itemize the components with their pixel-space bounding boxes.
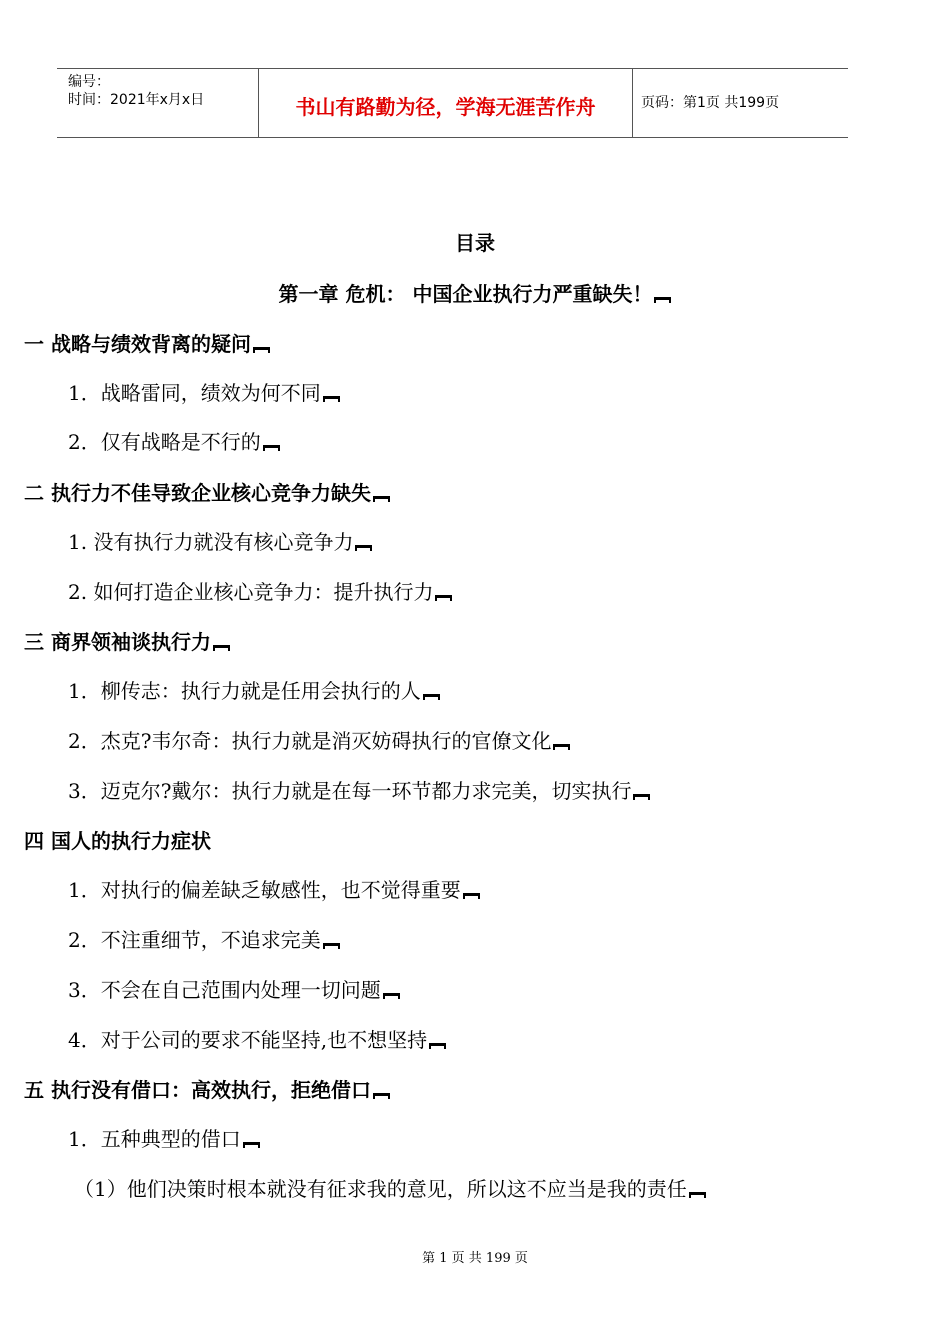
toc-item-text: 2．不注重细节，不追求完美 xyxy=(68,928,321,952)
toc-item[interactable] xyxy=(68,1126,260,1152)
toc-section-text: 四 国人的执行力症状 xyxy=(24,829,211,853)
toc-section-text: 三 商界领袖谈执行力 xyxy=(24,630,211,654)
time-label: 时间：2021年x月x日 xyxy=(68,92,205,108)
toc-item-text: 1．对执行的偏差缺乏敏感性，也不觉得重要 xyxy=(68,878,461,902)
toc-section-text: 二 执行力不佳导致企业核心竞争力缺失 xyxy=(24,481,371,505)
toc-link-marker-icon xyxy=(463,893,480,899)
toc-item[interactable] xyxy=(68,380,340,406)
toc-item[interactable] xyxy=(68,927,340,953)
toc-item[interactable] xyxy=(68,1027,446,1053)
number-label: 编号： xyxy=(68,74,110,90)
motto-text: 书山有路勤为径，学海无涯苦作舟 xyxy=(295,95,596,119)
toc-item-text: 2. 如何打造企业核心竞争力：提升执行力 xyxy=(68,580,434,604)
toc-link-marker-icon xyxy=(373,496,390,502)
toc-section-heading[interactable] xyxy=(24,629,230,655)
toc-link-marker-icon xyxy=(323,396,340,402)
toc-item-text: 4．对于公司的要求不能坚持,也不想坚持 xyxy=(68,1028,428,1052)
toc-item[interactable] xyxy=(68,678,440,704)
toc-item[interactable] xyxy=(68,529,372,555)
toc-link-marker-icon xyxy=(263,445,280,451)
toc-item[interactable] xyxy=(68,728,570,754)
toc-link-marker-icon xyxy=(213,645,230,651)
header-motto-cell xyxy=(258,69,633,137)
toc-item-text: 3．不会在自己范围内处理一切问题 xyxy=(68,978,381,1002)
toc-link-marker-icon xyxy=(633,794,650,800)
toc-link-marker-icon xyxy=(253,347,270,353)
toc-item[interactable] xyxy=(74,1176,706,1202)
toc-section-heading[interactable] xyxy=(24,331,270,357)
toc-link-marker-icon xyxy=(383,993,400,999)
toc-link-marker-icon xyxy=(243,1142,260,1148)
toc-link-marker-icon xyxy=(553,744,570,750)
toc-section-heading[interactable] xyxy=(24,480,390,506)
toc-item-text: 3．迈克尔?戴尔：执行力就是在每一环节都力求完美，切实执行 xyxy=(68,779,632,803)
toc-section-heading[interactable] xyxy=(24,1077,390,1103)
toc-link-marker-icon xyxy=(355,545,372,551)
toc-item[interactable] xyxy=(68,778,650,804)
toc-item-text: （1）他们决策时根本就没有征求我的意见，所以这不应当是我的责任 xyxy=(74,1177,687,1201)
toc-item-text: 1．柳传志：执行力就是任用会执行的人 xyxy=(68,679,421,703)
toc-item-text: 2．杰克?韦尔奇：执行力就是消灭妨碍执行的官僚文化 xyxy=(68,729,552,753)
toc-link-marker-icon xyxy=(423,694,440,700)
header-meta-cell xyxy=(57,69,257,137)
toc-item[interactable] xyxy=(68,877,480,903)
toc-section-text: 五 执行没有借口：高效执行，拒绝借口 xyxy=(24,1078,371,1102)
toc-item-text: 1. 没有执行力就没有核心竞争力 xyxy=(68,530,354,554)
toc-item-text: 1．战略雷同，绩效为何不同 xyxy=(68,381,321,405)
toc-link-marker-icon xyxy=(689,1192,706,1198)
toc-section-text: 一 战略与绩效背离的疑问 xyxy=(24,332,251,356)
page-footer: 第 1 页 共 199 页 xyxy=(422,1251,528,1266)
toc-item[interactable] xyxy=(68,977,400,1003)
toc-link-marker-icon xyxy=(429,1043,446,1049)
toc-link-marker-icon xyxy=(373,1093,390,1099)
toc-section-heading[interactable] xyxy=(24,828,211,854)
document-header xyxy=(57,68,848,138)
toc-item[interactable] xyxy=(68,579,452,605)
toc-link-marker-icon xyxy=(323,943,340,949)
toc-link-marker-icon xyxy=(435,595,452,601)
toc-item-text: 2．仅有战略是不行的 xyxy=(68,430,261,454)
toc-title: 目录 xyxy=(455,231,495,255)
header-page-cell xyxy=(632,69,848,137)
toc-link-marker-icon xyxy=(654,297,671,303)
chapter-heading[interactable] xyxy=(0,281,950,307)
toc-item[interactable] xyxy=(68,429,280,455)
chapter-heading-text: 第一章 危机： 中国企业执行力严重缺失！ xyxy=(278,282,653,306)
toc-item-text: 1．五种典型的借口 xyxy=(68,1127,241,1151)
page-label: 页码：第1页 共199页 xyxy=(641,95,780,111)
